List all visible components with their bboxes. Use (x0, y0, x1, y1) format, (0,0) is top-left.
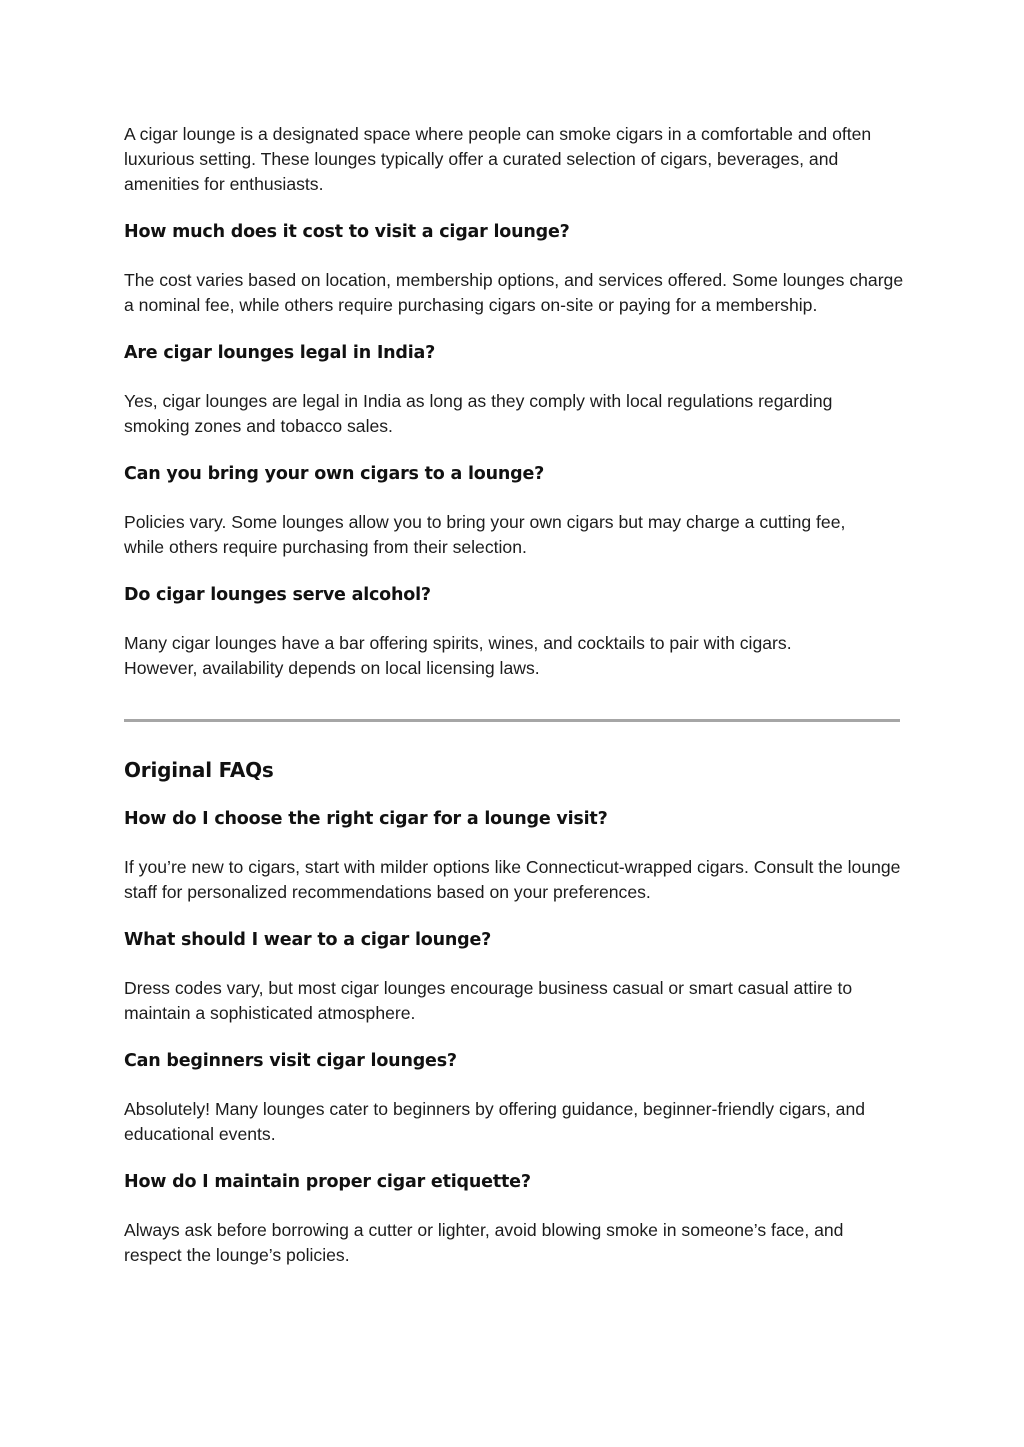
faq-answer: Policies vary. Some lounges allow you to bring your own cigars but may charge a cutting fee, while others require purchasing from their selection. (124, 512, 846, 557)
section-title: Original FAQs (124, 758, 274, 782)
faq-answer: Always ask before borrowing a cutter or lighter, avoid blowing smoke in someone’s face, and respect the lounge’s policies. (124, 1220, 844, 1265)
faq-answer: If you’re new to cigars, start with milder options like Connecticut-wrapped cigars. Consult the lounge staff for personalized recommendations based on your preferences. (124, 857, 901, 902)
faq-question: How much does it cost to visit a cigar lounge? (124, 222, 570, 242)
faq-answer: Dress codes vary, but most cigar lounges encourage business casual or smart casual attire to maintain a sophisticated atmosphere. (124, 978, 853, 1023)
faq-question: How do I choose the right cigar for a lounge visit? (124, 809, 608, 829)
faq-question: How do I maintain proper cigar etiquette? (124, 1172, 531, 1192)
faq-answer: The cost varies based on location, membership options, and services offered. Some lounges charge a nominal fee, while others require purchasing cigars on-site or paying for a membership. (124, 270, 904, 315)
faq-answer: Many cigar lounges have a bar offering spirits, wines, and cocktails to pair with cigars. However, availability depends on local licensing laws. (124, 633, 792, 678)
faq-question: Can beginners visit cigar lounges? (124, 1051, 457, 1071)
document-page (124, 122, 904, 1268)
faq-question: Are cigar lounges legal in India? (124, 343, 436, 363)
faq-question: Can you bring your own cigars to a lounge? (124, 464, 545, 484)
faq-answer: Yes, cigar lounges are legal in India as long as they comply with local regulations regarding smoking zones and tobacco sales. (124, 391, 833, 436)
section-divider (124, 719, 900, 722)
faq-question: What should I wear to a cigar lounge? (124, 930, 492, 950)
faq-question: Do cigar lounges serve alcohol? (124, 585, 431, 605)
faq-answer: Absolutely! Many lounges cater to beginners by offering guidance, beginner-friendly cigars, and educational events. (124, 1099, 866, 1144)
intro-paragraph: A cigar lounge is a designated space where people can smoke cigars in a comfortable and often luxurious setting. These lounges typically offer a curated selection of cigars, beverages, and amenities for enthusiasts. (124, 124, 872, 194)
